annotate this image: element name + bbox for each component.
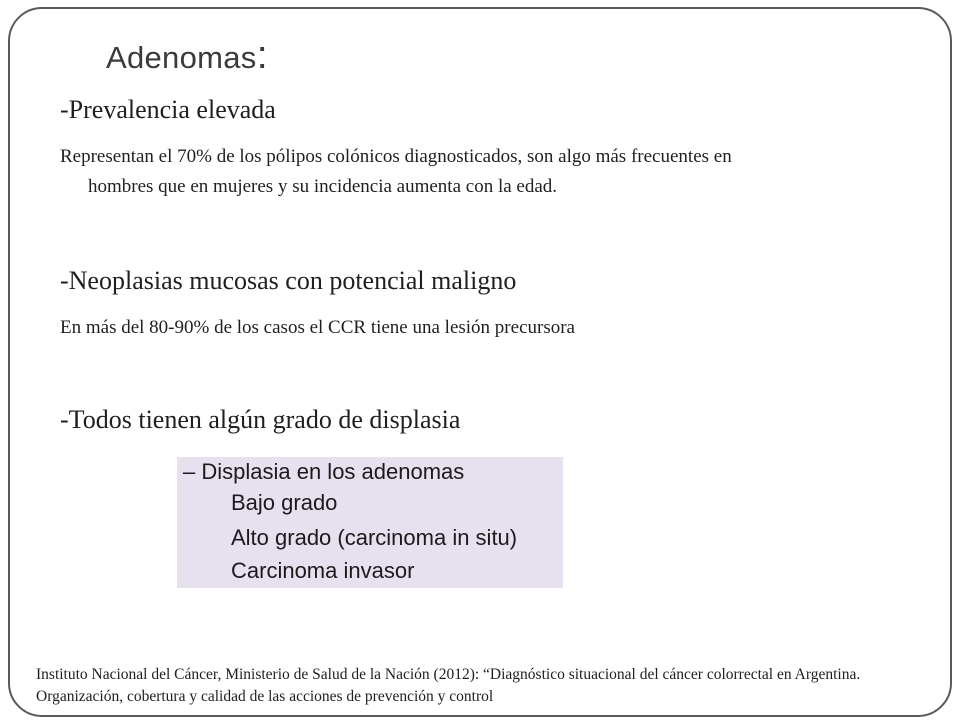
dysplasia-box-header: – Displasia en los adenomas [183,459,465,484]
paragraph-neoplasias [60,313,575,343]
dysplasia-box [177,457,563,588]
paragraph-neoplasias-line1: En más del 80-90% de los casos el CCR tiene una lesión precursora [60,317,575,338]
heading-neoplasias: -Neoplasias mucosas con potencial maligno [60,266,517,295]
citation: Instituto Nacional del Cáncer, Ministerio de Salud de la Nación (2012): “Diagnóstico situacional del cáncer colorrectal en Argentina. Organización, cobertura y calidad de las acciones de prevención y control [36,666,861,705]
paragraph-prevalencia [60,142,732,202]
heading-prevalencia: -Prevalencia elevada [60,95,276,124]
dysplasia-item-bajo-grado: Bajo grado [231,490,338,515]
slide-title-colon: : [256,33,269,77]
slide-title-text: Adenomas [106,40,257,75]
paragraph-prevalencia-line2: hombres que en mujeres y su incidencia aumenta con la edad. [88,176,558,197]
dysplasia-item-alto-grado: Alto grado (carcinoma in situ) [231,525,518,550]
paragraph-prevalencia-line1: Representan el 70% de los pólipos colónicos diagnosticados, son algo más frecuentes en [60,146,732,167]
dysplasia-item-carcinoma-invasor: Carcinoma invasor [231,558,415,583]
slide-title [106,33,269,77]
heading-displasia: -Todos tienen algún grado de displasia [60,405,461,434]
